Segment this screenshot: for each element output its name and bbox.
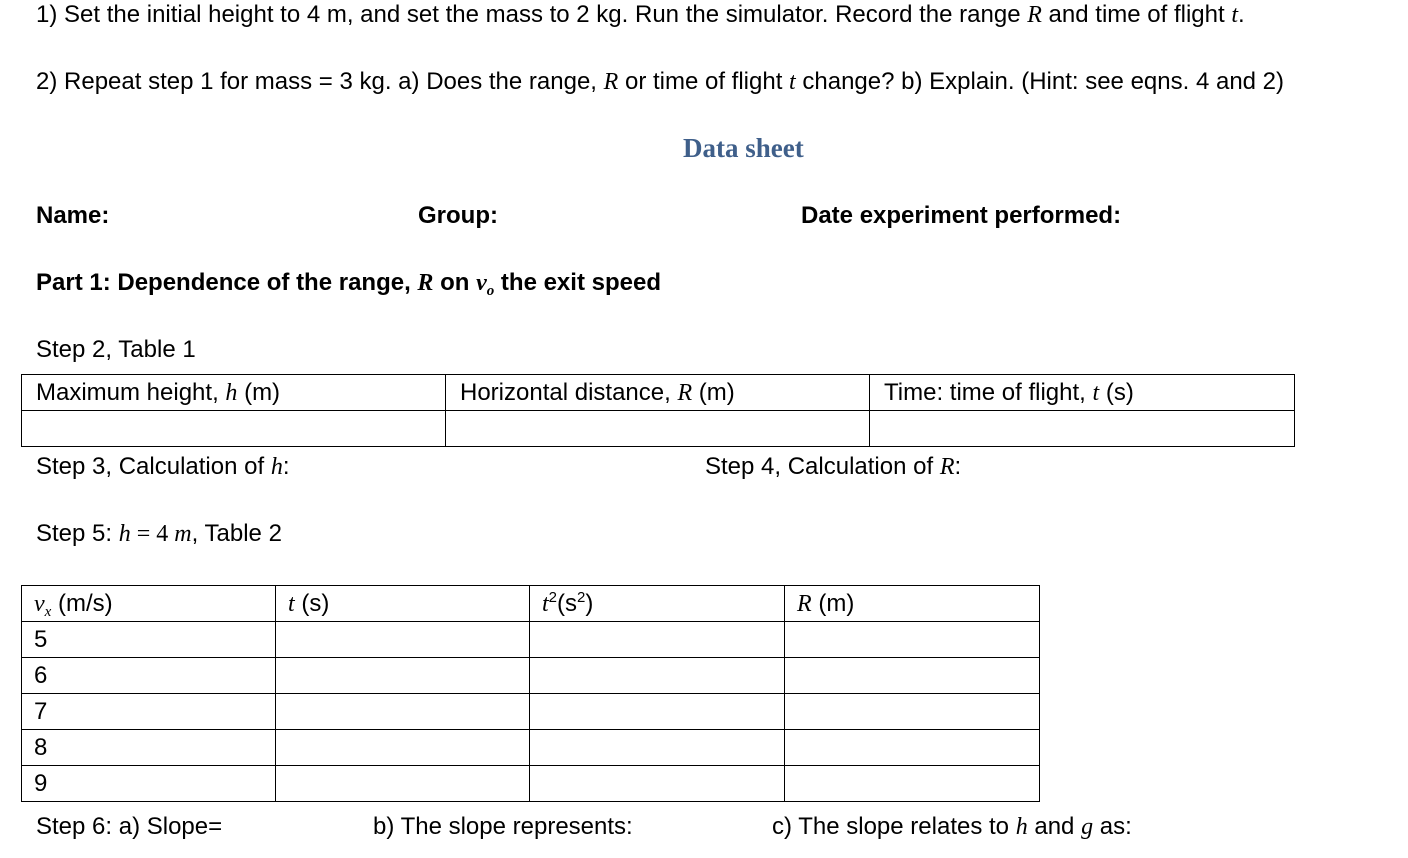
- instruction-step-1: [36, 0, 1245, 30]
- table-header-cell: [530, 586, 785, 622]
- instruction-text: or time of flight: [618, 68, 790, 95]
- table-cell[interactable]: [276, 766, 530, 802]
- label-text: , Table 2: [191, 520, 282, 547]
- math-var: t: [789, 69, 796, 95]
- step6-slope-label: Step 6: a) Slope=: [36, 813, 223, 840]
- math-var: t: [542, 590, 549, 617]
- table-cell[interactable]: [530, 766, 785, 802]
- table-header-row: [22, 375, 1295, 411]
- table-cell[interactable]: [530, 622, 785, 658]
- header-text: (s: [557, 589, 578, 617]
- step6-represents-label: b) The slope represents:: [373, 813, 633, 840]
- math-var: R: [677, 379, 693, 406]
- label-text: Step 5:: [36, 520, 119, 547]
- label-text: as:: [1093, 813, 1132, 840]
- table-cell[interactable]: [530, 694, 785, 730]
- vx-value-cell: 5: [22, 622, 276, 658]
- header-text: (s): [294, 589, 330, 617]
- math-var: [476, 270, 495, 299]
- table-cell[interactable]: [785, 622, 1040, 658]
- vx-value-cell: 9: [22, 766, 276, 802]
- instruction-text: change? b) Explain. (Hint: see eqns. 4 and 2): [795, 68, 1285, 95]
- math-var: g: [1081, 814, 1094, 840]
- label-text: c) The slope relates to: [772, 813, 1016, 840]
- step4-label: [705, 452, 961, 482]
- header-text: ): [585, 589, 594, 617]
- table-row: [22, 694, 1040, 730]
- table-cell[interactable]: [276, 730, 530, 766]
- table-header-row: [22, 586, 1040, 622]
- math-operator: =: [130, 521, 157, 547]
- table1-caption: Step 2, Table 1: [36, 336, 196, 363]
- math-number: 4: [156, 521, 175, 547]
- math-var: R: [417, 270, 434, 296]
- table-cell[interactable]: [530, 730, 785, 766]
- vx-value-cell: 6: [22, 658, 276, 694]
- math-subscript: o: [486, 283, 495, 299]
- math-unit: m: [174, 521, 192, 547]
- table-2: [21, 585, 1040, 802]
- table-cell[interactable]: [530, 658, 785, 694]
- table-header-cell: [276, 586, 530, 622]
- label-text: and: [1027, 813, 1082, 840]
- table-cell[interactable]: [785, 730, 1040, 766]
- header-text: Maximum height,: [36, 378, 226, 406]
- heading-text: the exit speed: [494, 269, 661, 296]
- instruction-text: 2) Repeat step 1 for mass = 3 kg. a) Does the range,: [36, 68, 604, 95]
- table-header-cell: [446, 375, 870, 411]
- table-cell[interactable]: [276, 658, 530, 694]
- header-text: (m): [237, 378, 281, 406]
- table-row: [22, 766, 1040, 802]
- table-row: [22, 411, 1295, 447]
- instruction-text: 1) Set the initial height to 4 m, and set the mass to 2 kg. Run the simulator. Record the range: [36, 1, 1028, 28]
- math-var: R: [603, 69, 619, 95]
- math-subscript: x: [44, 603, 52, 620]
- table-cell[interactable]: [276, 694, 530, 730]
- table-cell[interactable]: [785, 766, 1040, 802]
- table-cell[interactable]: [22, 411, 446, 447]
- header-text: (m): [692, 378, 735, 406]
- label-text: :: [282, 453, 290, 480]
- vx-value-cell: 7: [22, 694, 276, 730]
- math-var: t: [1231, 2, 1238, 28]
- table-1: [21, 374, 1295, 447]
- table-row: [22, 622, 1040, 658]
- label-text: Step 4, Calculation of: [705, 453, 940, 480]
- group-label: Group:: [418, 202, 498, 229]
- table-cell[interactable]: [785, 658, 1040, 694]
- math-symbol: v: [476, 270, 487, 296]
- table-row: [22, 658, 1040, 694]
- math-var: t: [288, 590, 295, 617]
- math-var: R: [939, 454, 955, 480]
- math-var: R: [1027, 2, 1042, 28]
- page-title: Data sheet: [683, 133, 804, 163]
- step3-label: [36, 452, 289, 482]
- header-text: (m): [811, 589, 855, 617]
- label-text: :: [954, 453, 962, 480]
- math-superscript: 2: [577, 588, 586, 606]
- math-var: [34, 590, 52, 620]
- label-text: Step 3, Calculation of: [36, 453, 271, 480]
- heading-text: Part 1: Dependence of the range,: [36, 269, 418, 296]
- vx-value-cell: 8: [22, 730, 276, 766]
- math-var: t: [1092, 379, 1100, 406]
- table-header-cell: [785, 586, 1040, 622]
- table-header-cell: [870, 375, 1295, 411]
- math-var: h: [225, 379, 238, 406]
- math-superscript: 2: [548, 588, 558, 606]
- instruction-text: .: [1238, 1, 1245, 28]
- table-cell[interactable]: [446, 411, 870, 447]
- header-text: (m/s): [51, 589, 113, 617]
- step6-relation-label: [772, 812, 1132, 842]
- header-text: Time: time of flight,: [884, 378, 1093, 406]
- table-cell[interactable]: [276, 622, 530, 658]
- step5-label: [36, 519, 282, 549]
- table-header-cell: [22, 375, 446, 411]
- table-cell[interactable]: [870, 411, 1295, 447]
- table-header-cell: [22, 586, 276, 622]
- instruction-text: and time of flight: [1041, 1, 1232, 28]
- header-text: Horizontal distance,: [460, 378, 678, 406]
- math-var: R: [797, 590, 812, 617]
- table-cell[interactable]: [785, 694, 1040, 730]
- instruction-step-2: [36, 67, 1284, 97]
- table-row: [22, 730, 1040, 766]
- date-label: Date experiment performed:: [801, 202, 1122, 229]
- math-symbol: v: [34, 590, 45, 617]
- name-label: Name:: [36, 202, 110, 229]
- math-var: h: [270, 454, 283, 480]
- heading-text: on: [433, 269, 477, 296]
- math-var: h: [118, 521, 131, 547]
- math-var: h: [1015, 814, 1028, 840]
- header-text: (s): [1099, 378, 1134, 406]
- part1-heading: [36, 268, 661, 298]
